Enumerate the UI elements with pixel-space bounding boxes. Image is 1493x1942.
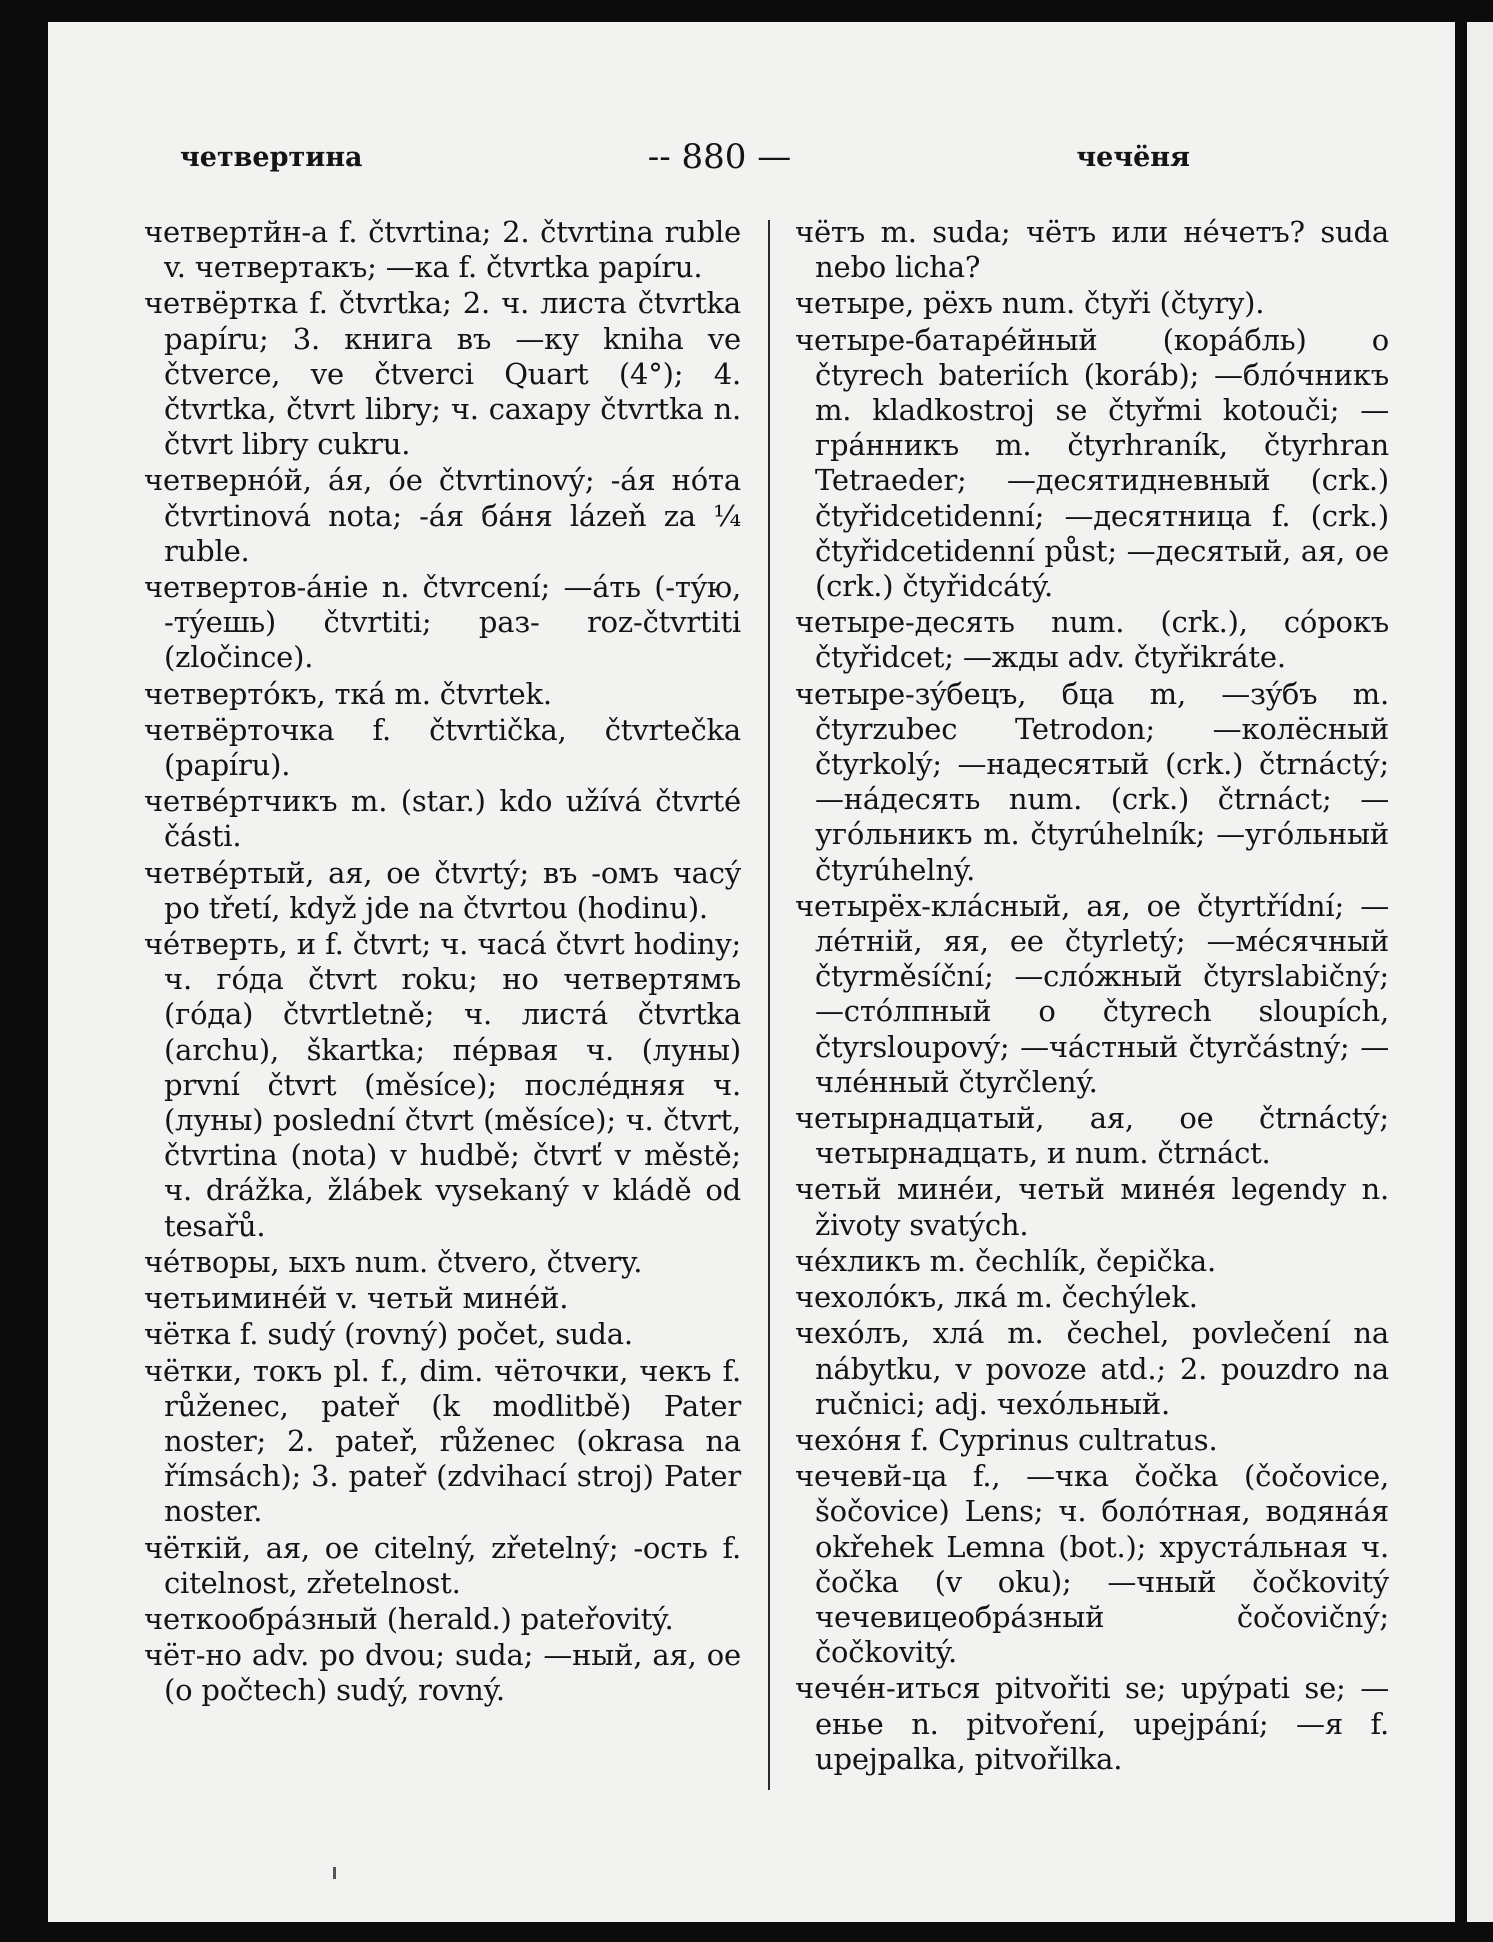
- dictionary-entry: четвéртчикъ m. (star.) kdo užívá čtvrté části.: [144, 784, 741, 854]
- dictionary-entry: четвертов-áніе n. čtvrcení; —áть (-тýю, -тýешь) čtvrtiti; раз- roz-čtvrtiti (zločince).: [144, 570, 741, 675]
- dictionary-entry: четкообрáзный (herald.) pateřovitý.: [144, 1601, 674, 1636]
- dictionary-entry: четыре-батарéйный (корáбль) o čtyrech bateriích (koráb); —блóчникъ m. kladkostroj se čtyřmi kotouči; —грáнникъ m. čtyrhraník, čtyrhran Tetraeder; —десятидневный (crk.) čtyřidcetidenní; —десятница f. (crk.) čtyřidcetidenní půst; —десятый, ая, ое (crk.) čtyřidcátý.: [795, 322, 1389, 604]
- dictionary-entry: четыре-зýбецъ, бца m, —зýбъ m. čtyrzubec Tetrodon; —колёсный čtyrkolý; —надесятый (crk.) čtrnáctý; —нáдесять num. (crk.) čtrnáct; —угóльникъ m. čtyrúhelník; —угóльный čtyrúhelný.: [795, 676, 1389, 887]
- dictionary-entry: чехóня f. Cyprinus cultratus.: [795, 1422, 1218, 1457]
- dictionary-entry: четвертóкъ, ткá m. čtvrtek.: [144, 676, 552, 711]
- column-divider: [768, 220, 770, 1790]
- dictionary-entry: чётки, токъ pl. f., dim. чёточки, чекъ f. růženec, pateř (k modlitbě) Pater noster; 2. pateř, růženec (okrasa na římsách); 3. pateř (zdvihací stroj) Pater noster.: [144, 1353, 741, 1529]
- dictionary-entry: четырёх-клáсный, ая, ое čtyrtřídní; —лéтній, яя, ее čtyrletý; —мéсячный čtyrměsíční; —слóжный čtyrslabičný; —стóлпный o čtyrech sloupích, čtyrsloupový; —чáстный čtyrčástný; —члéнный čtyrčlený.: [795, 888, 1389, 1099]
- dictionary-entry: четьй минéи, четьй минéя legendy n. životy svatých.: [795, 1172, 1389, 1242]
- left-column: [144, 215, 741, 1710]
- adjacent-page-edge: [1467, 22, 1493, 1922]
- dictionary-entry: четвернóй, áя, óе čtvrtinový; -áя нóта čtvrtinová nota; -áя бáня lázeň za ¼ ruble.: [144, 463, 741, 568]
- dictionary-entry: четыре-десять num. (crk.), сóрокъ čtyřidcet; —жды adv. čtyřikráte.: [795, 605, 1389, 675]
- dictionary-entry: чехóлъ, хлá m. čechel, povlečení na nábytku, v povoze atd.; 2. pouzdro na ručnici; adj. чехóльный.: [795, 1316, 1389, 1421]
- dictionary-entry: чехолóкъ, лкá m. čechýlek.: [795, 1280, 1198, 1315]
- dictionary-entry: чётъ m. suda; чётъ или нéчетъ? suda nebo licha?: [795, 215, 1389, 285]
- right-guide-word: чечёня: [1076, 141, 1190, 173]
- left-guide-word: четвертина: [180, 141, 363, 173]
- dictionary-entry: четвертйн-а f. čtvrtina; 2. čtvrtina ruble v. четвертакъ; —ка f. čtvrtka papíru.: [144, 215, 741, 285]
- dictionary-entry: чёт-но adv. po dvou; suda; —ный, ая, ое (o počtech) sudý, rovný.: [144, 1638, 741, 1708]
- dictionary-entry: чечéн-иться pitvořiti se; upýpati se; —енье n. pitvoření, upejpání; —я f. upejpalka, pitvořilka.: [795, 1671, 1389, 1776]
- dictionary-entry: чéтворы, ыхъ num. čtvero, čtvery.: [144, 1244, 643, 1279]
- stray-mark: [333, 1867, 336, 1879]
- dictionary-entry: четьиминéй v. четьй минéй.: [144, 1281, 569, 1316]
- dictionary-entry: чётка f. sudý (rovný) počet, suda.: [144, 1317, 633, 1352]
- dictionary-entry: четвёртка f. čtvrtka; 2. ч. листа čtvrtka papíru; 3. книга въ —ку kniha ve čtverce, ve čtverci Quart (4°); 4. čtvrtka, čtvrt libry; ч. сахару čtvrtka n. čtvrt libry cukru.: [144, 286, 741, 462]
- running-header: [180, 132, 1190, 182]
- dictionary-entry: четыре, рёхъ num. čtyři (čtyry).: [795, 286, 1265, 321]
- page-number: -- 880 —: [647, 137, 792, 177]
- dictionary-entry: чéхликъ m. čechlík, čepička.: [795, 1243, 1217, 1278]
- dictionary-entry: четвёрточка f. čtvrtička, čtvrtečka (papíru).: [144, 712, 741, 783]
- dictionary-entry: чéтверть, и f. čtvrt; ч. часá čtvrt hodiny; ч. гóда čtvrt roku; но четвертямъ (гóда) čtvrtletně; ч. листá čtvrtka (archu), škartka; пéрвая ч. (луны) první čtvrt (měsíce); послéдняя ч. (луны) poslední čtvrt (měsíce); ч. čtvrt, čtvrtina (nota) v hudbě; čtvrť v městě; ч. drážka, žlábek vysekaný v kládě od tesařů.: [144, 927, 741, 1243]
- dictionary-entry: чечевй-ца f., —чка čočka (čočovice, šočovice) Lens; ч. болóтная, водянáя okřehek Lemna (bot.); хрустáльная ч. čočka (v oku); —чный čočkovitý чечевицеобрáзный čočovičný; čočkovitý.: [795, 1459, 1389, 1670]
- dictionary-entry: четырнадцатый, ая, ое čtrnáctý; четырнадцать, и num. čtrnáct.: [795, 1101, 1389, 1171]
- dictionary-entry: четвéртый, ая, ое čtvrtý; въ -омъ часý po třetí, když jde na čtvrtou (hodinu).: [144, 855, 741, 925]
- dictionary-entry: чёткій, ая, ое citelný, zřetelný; -ость f. citelnost, zřetelnost.: [144, 1530, 741, 1600]
- right-column: [795, 215, 1389, 1778]
